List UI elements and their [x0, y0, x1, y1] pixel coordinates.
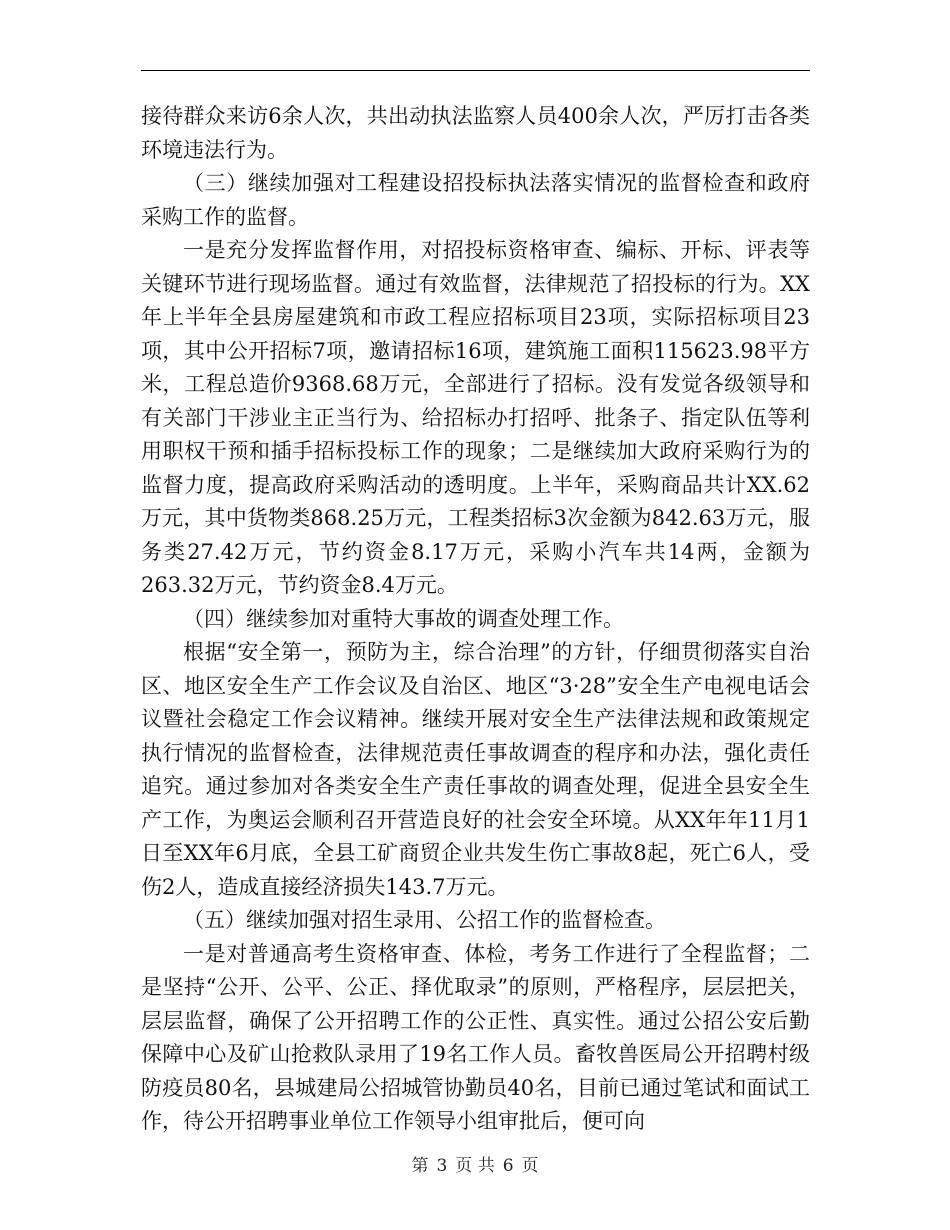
header-rule [141, 70, 810, 71]
footer-prefix: 第 [411, 1156, 429, 1176]
footer-page-number: 3 [436, 1156, 448, 1176]
document-body [141, 100, 810, 1139]
paragraph-4: 一是对普通高考生资格审查、体检，考务工作进行了全程监督；二是坚持“公开、公平、公正、择优取录”的原则，严格程序，层层把关，层层监督，确保了公开招聘工作的公正性、真实性。通过公招公安后勤保障中心及矿山抢救队录用了19名工作人员。畜牧兽医局公开招聘村级防疫员80名，县城建局公招城管协勤员40名，目前已通过笔试和面试工作，待公开招聘事业单位工作领导小组审批后，便可向 [141, 941, 810, 1133]
page-footer [0, 1151, 950, 1176]
paragraph-2: 一是充分发挥监督作用，对招投标资格审查、编标、开标、评表等关键环节进行现场监督。通过有效监督，法律规范了招投标的行为。XX年上半年全县房屋建筑和市政工程应招标项目23项，实际招标项目23项，其中公开招标7项，邀请招标16项，建筑施工面积115623.98平方米，工程总造价9368.68万元，全部进行了招标。没有发觉各级领导和有关部门干涉业主正当行为、给招标办打招呼、批条子、指定队伍等利用职权干预和插手招标投标工作的现象；二是继续加大政府采购行为的监督力度，提高政府采购活动的透明度。上半年，采购商品共计XX.62万元，其中货物类868.25万元，工程类招标3次金额为842.63万元，服务类27.42万元，节约资金8.17万元，采购小汽车共14两，金额为263.32万元，节约资金8.4万元。 [141, 238, 810, 597]
footer-mid: 页 共 [455, 1156, 495, 1176]
section-heading-5: （五）继续加强对招生录用、公招工作的监督检查。 [183, 908, 666, 932]
section-heading-3: （三）继续加强对工程建设招投标执法落实情况的监督检查和政府采购工作的监督。 [141, 171, 810, 229]
paragraph-3: 根据“安全第一，预防为主，综合治理”的方针，仔细贯彻落实自治区、地区安全生产工作会议及自治区、地区“3·28”安全生产电视电话会议暨社会稳定工作会议精神。继续开展对安全生产法律法规和政策规定执行情况的监督检查，法律规范责任事故调查的程序和办法，强化责任追究。通过参加对各类安全生产责任事故的调查处理，促进全县安全生产工作，为奥运会顺利召开营造良好的社会安全环境。从XX年年11月1日至XX年6月底，全县工矿商贸企业共发生伤亡事故8起，死亡6人，受伤2人，造成直接经济损失143.7万元。 [141, 640, 810, 899]
section-heading-4: （四）继续参加对重特大事故的调查处理工作。 [183, 606, 624, 631]
footer-total-pages: 6 [502, 1156, 514, 1176]
paragraph-1: 接待群众来访6余人次，共出动执法监察人员400余人次，严厉打击各类环境违法行为。 [141, 104, 810, 162]
footer-suffix: 页 [521, 1156, 539, 1176]
